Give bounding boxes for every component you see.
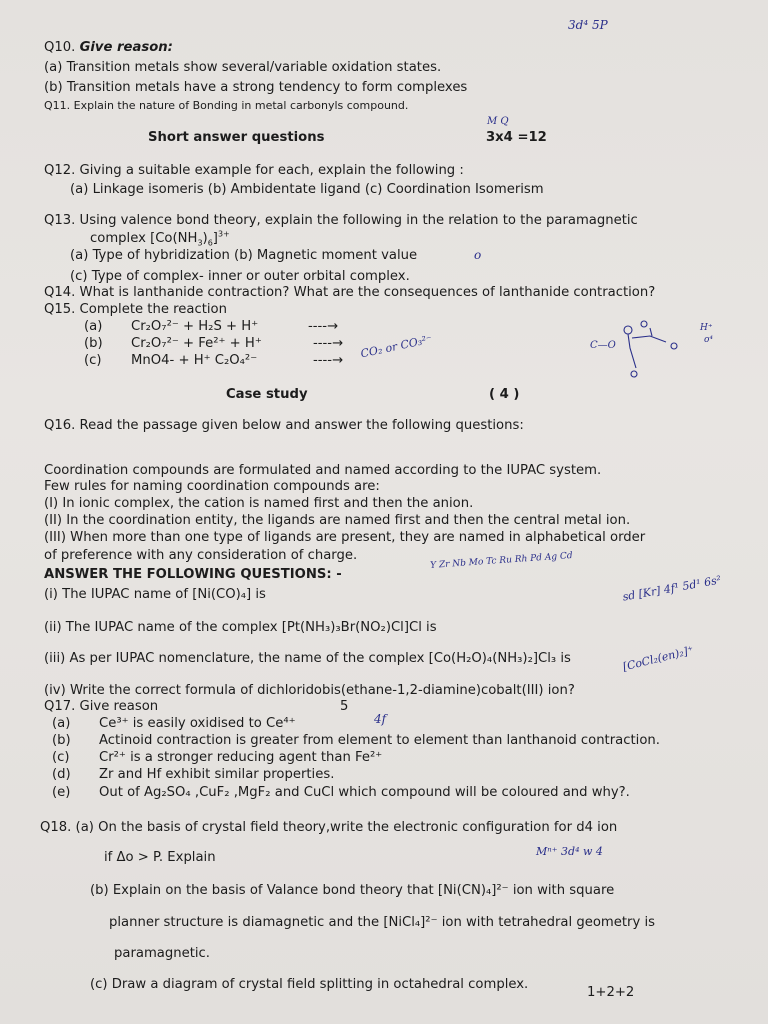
q10-part-b: (b) Transition metals have a strong tendency to form complexes: [44, 80, 468, 95]
q12-stem: Q12. Giving a suitable example for each, explain the following :: [44, 163, 464, 178]
q17-a-text: Ce³⁺ is easily oxidised to Ce⁴⁺: [99, 716, 296, 731]
q10-heading: [44, 40, 173, 56]
q15-c-handwritten-product: CO₂ or CO₃²⁻: [359, 332, 434, 361]
q17-stem: Q17. Give reason: [44, 699, 159, 714]
q15-c-reaction: MnO4- + H⁺ C₂O₄²⁻: [131, 353, 258, 368]
handwritten-ce-note: 4f: [374, 712, 387, 726]
q13-stem: Q13. Using valence bond theory, explain the following in the relation to the paramagnetic: [44, 213, 638, 228]
sub-question-4: (iv) Write the correct formula of dichloridobis(ethane-1,2-diamine)cobalt(III) ion?: [44, 683, 575, 698]
svg-text:o⁴: o⁴: [704, 335, 714, 345]
q11-text: Q11. Explain the nature of Bonding in metal carbonyls compound.: [44, 99, 409, 112]
q15-a-arrow: ----→: [308, 319, 339, 334]
passage-line-6: of preference with any consideration of charge.: [44, 548, 358, 563]
q12-options: (a) Linkage isomeris (b) Ambidentate ligand (c) Coordination Isomerism: [70, 182, 544, 197]
q14-text: Q14. What is lanthanide contraction? What are the consequences of lanthanide contraction?: [44, 285, 656, 300]
q18-stem: Q18. (a) On the basis of crystal field theory,write the electronic configuration for d4 ion: [40, 820, 618, 835]
q18-b-line-3: paramagnetic.: [114, 946, 211, 961]
handwritten-circle-mark: o: [474, 248, 482, 262]
svg-text:C—O: C—O: [590, 340, 616, 351]
passage-line-2: Few rules for naming coordination compounds are:: [44, 479, 380, 494]
q15-stem: Q15. Complete the reaction: [44, 302, 227, 317]
q17-b-label: (b): [52, 733, 71, 748]
q18-c-text: (c) Draw a diagram of crystal field splitting in octahedral complex.: [90, 977, 529, 992]
q17-c-label: (c): [52, 750, 70, 765]
q15-a-reaction: Cr₂O₇²⁻ + H₂S + H⁺: [131, 319, 259, 334]
sub-question-2: (ii) The IUPAC name of the complex [Pt(NH₃)₃Br(NO₂)Cl]Cl is: [44, 620, 437, 635]
q15-b-label: (b): [84, 336, 103, 351]
q10-part-a: (a) Transition metals show several/variable oxidation states.: [44, 60, 442, 75]
handwritten-corner-note: 3d⁴ 5P: [568, 18, 608, 32]
q17-c-text: Cr²⁺ is a stronger reducing agent than Fe²⁺: [99, 750, 383, 765]
handwritten-ligand-order: Y Zr Nb Mo Tc Ru Rh Pd Ag Cd: [429, 551, 573, 571]
q10-label: Give reason:: [79, 40, 173, 55]
passage-line-3: (I) In ionic complex, the cation is named first and then the anion.: [44, 496, 474, 511]
q10-number: Q10.: [44, 40, 76, 55]
q16-text: Q16. Read the passage given below and answer the following questions:: [44, 418, 524, 433]
q15-c-arrow: ----→: [313, 353, 344, 368]
q15-a-label: (a): [84, 319, 103, 334]
handwritten-electron-config: sd [Kr] 4f¹ 5d¹ 6s²: [621, 573, 723, 604]
q17-a-label: (a): [52, 716, 71, 731]
short-answer-heading: Short answer questions: [148, 130, 325, 145]
q17-b-text: Actinoid contraction is greater from element to element than lanthanoid contraction.: [99, 733, 660, 748]
q18-b-line-2: planner structure is diamagnetic and the [NiCl₄]²⁻ ion with tetrahedral geometry is: [109, 915, 655, 930]
handwritten-complex-formula: [CoCl₂(en)₂]⁺: [621, 643, 695, 674]
passage-line-5: (III) When more than one type of ligands are present, they are named in alphabetical order: [44, 530, 646, 545]
q17-marks: 5: [340, 699, 349, 714]
handwritten-q18-note: Mⁿ⁺ 3d⁴ w 4: [536, 845, 603, 858]
short-answer-marks-note: M Q: [487, 116, 509, 127]
q18-marks: 1+2+2: [587, 985, 635, 1000]
sub-question-1: (i) The IUPAC name of [Ni(CO)₄] is: [44, 587, 266, 602]
answer-heading: ANSWER THE FOLLOWING QUESTIONS: -: [44, 567, 342, 582]
case-study-heading: Case study: [226, 387, 308, 402]
case-study-marks: ( 4 ): [489, 387, 520, 402]
q17-e-text: Out of Ag₂SO₄ ,CuF₂ ,MgF₂ and CuCl which compound will be coloured and why?.: [99, 785, 630, 800]
q17-d-label: (d): [52, 767, 71, 782]
sub-question-3: (iii) As per IUPAC nomenclature, the name of the complex [Co(H₂O)₄(NH₃)₂]Cl₃ is: [44, 651, 571, 666]
q17-e-label: (e): [52, 785, 71, 800]
q15-b-reaction: Cr₂O₇²⁻ + Fe²⁺ + H⁺: [131, 336, 262, 351]
passage-line-1: Coordination compounds are formulated and named according to the IUPAC system.: [44, 463, 602, 478]
q13-part-a: (a) Type of hybridization (b) Magnetic moment value: [70, 248, 418, 263]
handwritten-structure-sketch: [588, 308, 728, 388]
passage-line-4: (II) In the coordination entity, the ligands are named first and then the central metal ion.: [44, 513, 631, 528]
q15-b-arrow: ----→: [313, 336, 344, 351]
q13-part-c: (c) Type of complex- inner or outer orbital complex.: [70, 269, 410, 284]
short-answer-marks: 3x4 =12: [486, 130, 547, 145]
svg-text:H⁺: H⁺: [700, 323, 713, 333]
q13-complex: complex $[Co(NH_3)_6]^{3+}$: [90, 229, 230, 248]
q17-d-text: Zr and Hf exhibit similar properties.: [99, 767, 335, 782]
q18-a-continued: if Δo > P. Explain: [104, 850, 216, 865]
q18-b-line-1: (b) Explain on the basis of Valance bond theory that [Ni(CN)₄]²⁻ ion with square: [90, 883, 615, 898]
q15-c-label: (c): [84, 353, 102, 368]
